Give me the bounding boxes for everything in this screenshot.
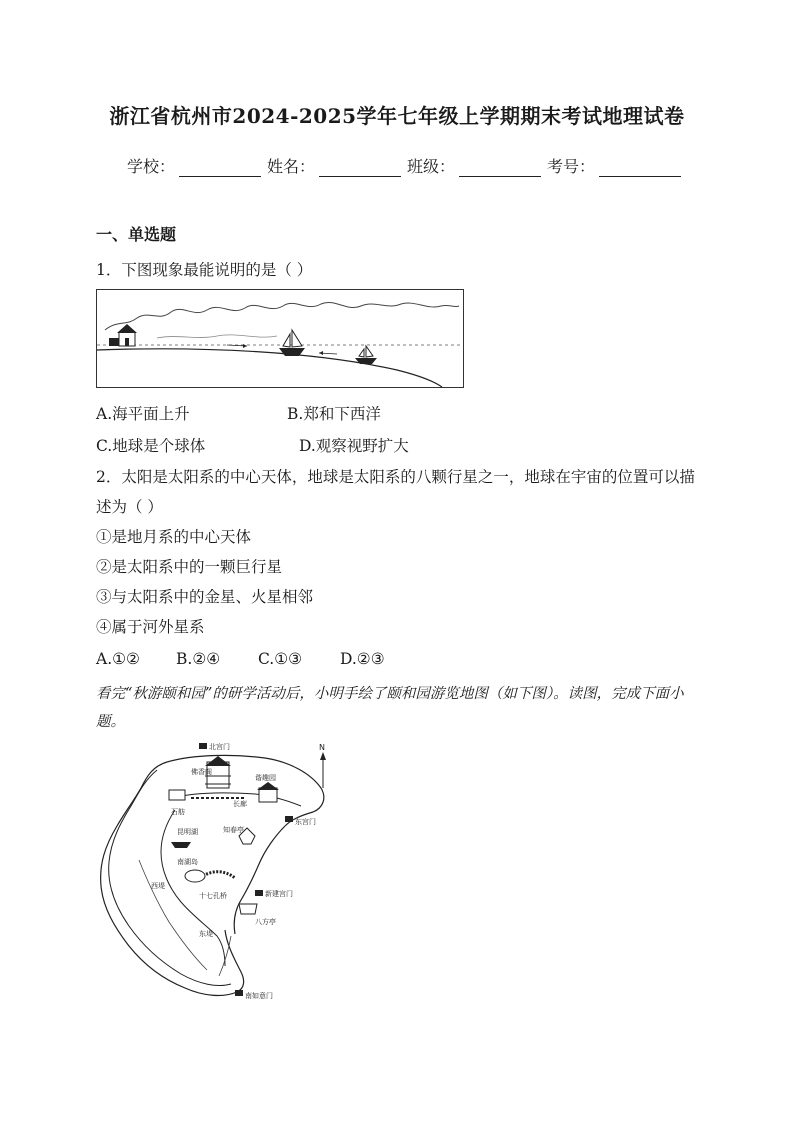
q1-option-d[interactable]: D.观察视野扩大 xyxy=(299,437,409,455)
nanhudao-label: 南湖岛 xyxy=(177,858,198,866)
school-field[interactable] xyxy=(179,158,261,177)
q2-option-b[interactable]: B.②④ xyxy=(176,650,221,668)
north-label: N xyxy=(319,743,325,752)
q2-option-d[interactable]: D.②③ xyxy=(340,650,385,668)
section-title: 一、单选题 xyxy=(96,225,177,244)
park-boundary-inner xyxy=(109,770,231,986)
school-label: 学校： xyxy=(127,157,176,176)
q2-item-3: ③与太阳系中的金星、火星相邻 xyxy=(96,588,314,606)
name-label: 姓名： xyxy=(267,157,316,176)
ship-far-icon xyxy=(355,346,377,364)
q2-item-4: ④属于河外星系 xyxy=(96,618,205,636)
q1-option-c[interactable]: C.地球是个球体 xyxy=(96,437,206,455)
kunminghu-label: 昆明湖 xyxy=(177,828,198,836)
nanruyi-gate-label: 南如意门 xyxy=(245,992,273,1000)
park-boundary-north xyxy=(167,755,324,826)
q2-stem: 2．太阳是太阳系的中心天体，地球是太阳系的八颗行星之一，地球在宇宙的位置可以描述为（ ） xyxy=(96,468,695,516)
summer-palace-drawing xyxy=(95,740,335,1005)
hill-outline xyxy=(157,335,277,338)
q1-stem: 1．下图现象最能说明的是（ ） xyxy=(96,261,313,279)
east-gate-label: 东宫门 xyxy=(295,818,316,826)
exam-number-field[interactable] xyxy=(599,158,681,177)
ship-near-icon xyxy=(279,330,305,356)
ship-horizon-drawing xyxy=(97,290,463,387)
page-title: 浙江省杭州市2024-2025学年七年级上学期期末考试地理试卷 xyxy=(109,104,685,128)
map-intro-text: 看完“秋游颐和园”的研学活动后，小明手绘了颐和园游览地图（如下图）。读图，完成下面小题。 xyxy=(96,686,684,730)
q2-option-c[interactable]: C.①③ xyxy=(258,650,303,668)
nanhu-island xyxy=(185,870,205,882)
class-label: 班级： xyxy=(407,157,456,176)
xinjian-gate-label: 新建宫门 xyxy=(265,890,293,898)
north-gate-label: 北宫门 xyxy=(209,743,230,751)
student-info-row xyxy=(127,154,687,177)
q1-figure-ship-horizon xyxy=(96,289,464,388)
shiqikongqiao-label: 十七孔桥 xyxy=(199,892,227,900)
changlang-label: 长廊 xyxy=(233,800,247,808)
q2-item-2: ②是太阳系中的一颗巨行星 xyxy=(96,558,283,576)
q1-option-b[interactable]: B.郑和下西洋 xyxy=(287,405,381,423)
foxiangge-label: 佛香阁 xyxy=(191,768,212,776)
xidi-label: 西堤 xyxy=(151,882,165,890)
name-field[interactable] xyxy=(319,158,401,177)
north-arrow-icon xyxy=(320,752,326,788)
q1-option-a[interactable]: A.海平面上升 xyxy=(96,405,190,423)
q2-item-1: ①是地月系的中心天体 xyxy=(96,528,252,546)
q2-option-a[interactable]: A.①② xyxy=(96,650,140,668)
q2-block xyxy=(96,462,706,642)
class-field[interactable] xyxy=(459,158,541,177)
bafangting-label: 八方亭 xyxy=(255,918,276,926)
house-icon xyxy=(109,324,137,346)
zhichunting-label: 知春亭 xyxy=(223,826,244,834)
summer-palace-map xyxy=(95,740,335,1005)
cloud-outline xyxy=(105,302,459,330)
exam-number-label: 考号： xyxy=(547,157,596,176)
xiequyuan-label: 谐趣园 xyxy=(255,774,276,782)
seventeen-arch-bridge xyxy=(203,872,235,878)
shifang-label: 石舫 xyxy=(171,808,185,816)
dongdi-label: 东堤 xyxy=(199,930,213,938)
earth-curve xyxy=(97,349,442,387)
